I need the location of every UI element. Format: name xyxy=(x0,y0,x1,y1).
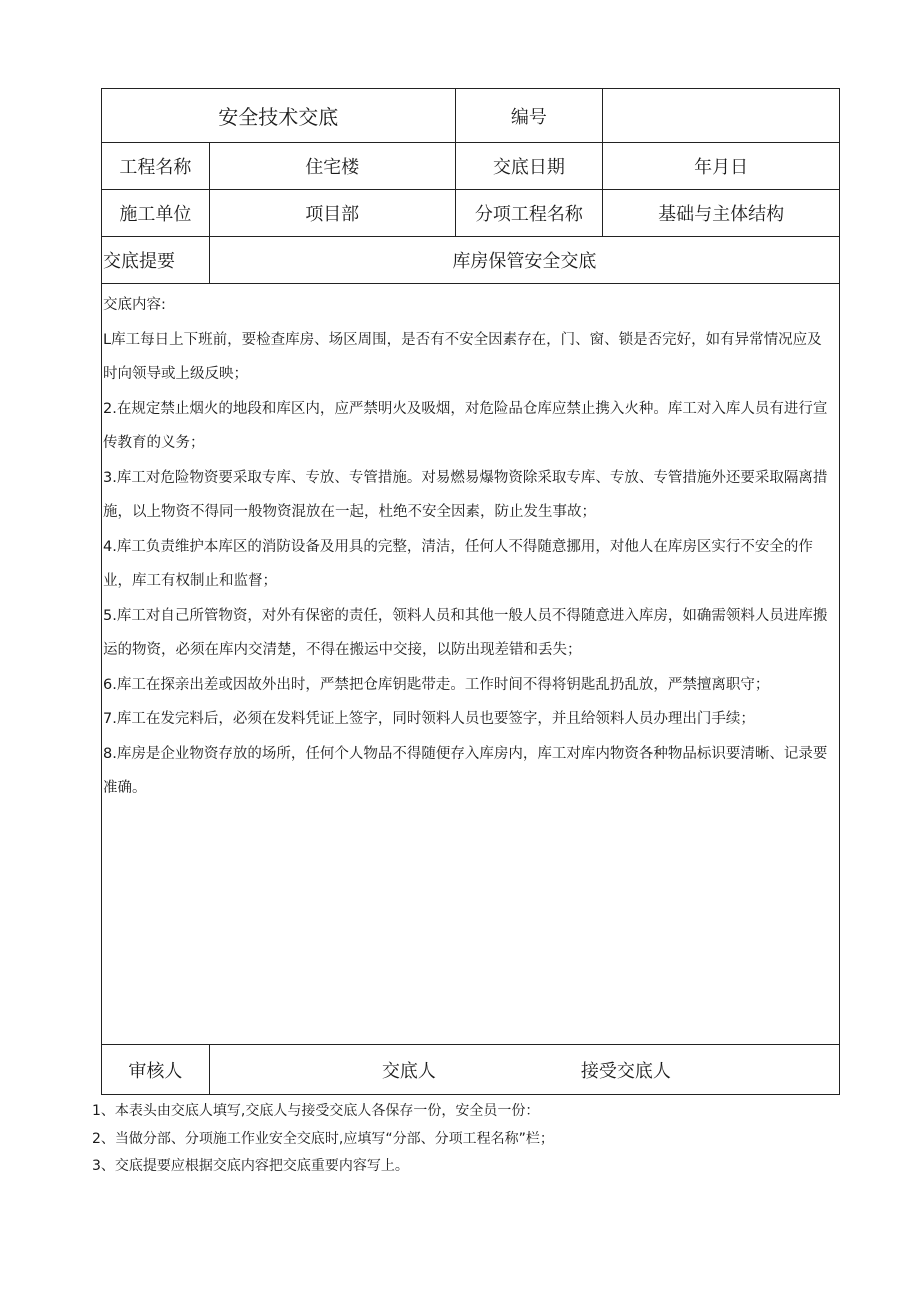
footnote-2: 2、当做分部、分项施工作业安全交底时,应填写“分部、分项工程名称”栏； xyxy=(92,1130,554,1147)
content-item-2: 2.在规定禁止烟火的地段和库区内，应严禁明火及吸烟，对危险品仓库应禁止携入火种。库工对入库人员有进行宣传教育的义务； xyxy=(103,400,828,451)
presenter-label: 交底人 xyxy=(381,1060,436,1082)
project-row xyxy=(102,143,840,190)
form-title: 安全技术交底 xyxy=(102,89,456,142)
content-item-1: L库工每日上下班前，要检查库房、场区周围，是否有不安全因素存在，门、窗、锁是否完好，如有异常情况应及时向领导或上级反映； xyxy=(103,331,822,382)
unit-label: 施工单位 xyxy=(102,190,210,236)
number-label: 编号 xyxy=(456,89,604,142)
summary-row xyxy=(102,237,840,284)
form-header-row xyxy=(102,89,840,143)
subitem-value: 基础与主体结构 xyxy=(603,190,840,236)
content-item-8: 8.库房是企业物资存放的场所，任何个人物品不得随便存入库房内，库工对库内物资各种物品标识要清晰、记录要准确。 xyxy=(103,745,828,796)
summary-label: 交底提要 xyxy=(102,237,210,283)
content-item-7: 7.库工在发完料后，必须在发料凭证上签字，同时领料人员也要签字，并且给领料人员办理出门手续； xyxy=(103,711,755,727)
content-item-5: 5.库工对自己所管物资，对外有保密的责任，领料人员和其他一般人员不得随意进入库房，如确需领料人员进库搬运的物资，必须在库内交清楚，不得在搬运中交接，以防出现差错和丢失； xyxy=(103,607,828,658)
content-heading: 交底内容: xyxy=(103,297,166,313)
reviewer-label: 审核人 xyxy=(102,1045,210,1094)
unit-value: 项目部 xyxy=(210,190,456,236)
footnotes xyxy=(92,1098,852,1181)
briefing-content xyxy=(102,284,840,1045)
signature-fields xyxy=(210,1045,840,1094)
content-item-6: 6.库工在探亲出差或因故外出时，严禁把仓库钥匙带走。工作时间不得将钥匙乱扔乱放，严禁擅离职守； xyxy=(103,676,770,693)
footnote-1: 1、本表头由交底人填写,交底人与接受交底人各保存一份，安全员一份： xyxy=(92,1103,540,1119)
unit-row xyxy=(102,190,840,237)
subitem-label: 分项工程名称 xyxy=(456,190,604,236)
safety-briefing-form xyxy=(101,88,840,1095)
content-item-4: 4.库工负责维护本库区的消防设备及用具的完整，清洁，任何人不得随意挪用，对他人在库房区实行不安全的作业，库工有权制止和监督； xyxy=(103,538,813,589)
signature-row xyxy=(102,1045,840,1095)
date-label: 交底日期 xyxy=(456,143,604,189)
summary-value: 库房保管安全交底 xyxy=(210,237,840,283)
content-item-3: 3.库工对危险物资要采取专库、专放、专管措施。对易燃易爆物资除采取专库、专放、专管措施外还要采取隔离措施，以上物资不得同一般物资混放在一起，杜绝不安全因素，防止发生事故； xyxy=(103,469,828,520)
receiver-label: 接受交底人 xyxy=(580,1060,671,1082)
project-name-label: 工程名称 xyxy=(102,143,210,189)
date-value: 年月日 xyxy=(603,143,840,189)
project-name-value: 住宅楼 xyxy=(210,143,456,189)
number-value xyxy=(603,89,840,142)
footnote-3: 3、交底提要应根据交底内容把交底重要内容写上。 xyxy=(92,1158,409,1174)
